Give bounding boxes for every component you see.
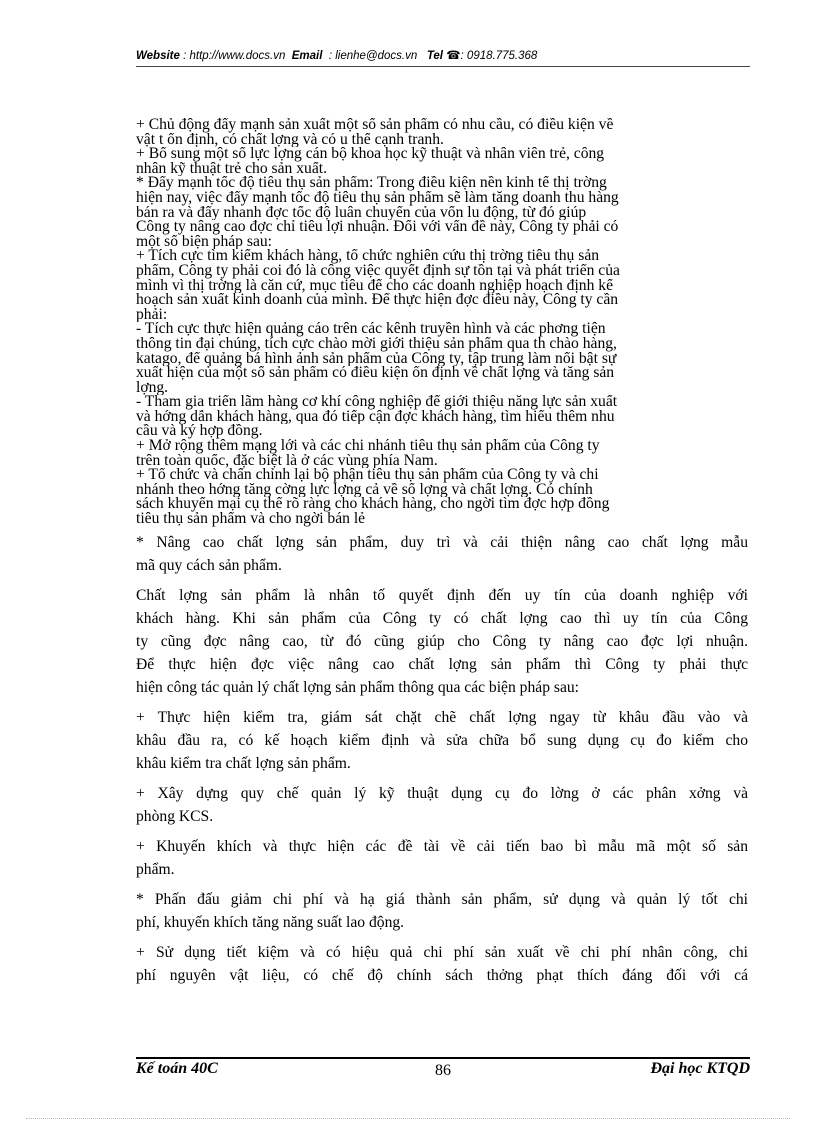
text-line: cầu và ký hợp đồng. <box>136 424 263 440</box>
text-line: phải: <box>136 307 168 323</box>
website-label: Website <box>136 50 180 62</box>
text-line: phẩm, Công ty phải coi đó là công việc quyết định sự tồn tại và phát triển của <box>136 263 620 279</box>
text-line: vật t ổn định, có chất lợng và có u thế cạnh tranh. <box>136 132 444 148</box>
text-line: - Tham gia triển lãm hàng cơ khí công nghiệp để giới thiệu năng lực sản xuất <box>136 395 618 410</box>
paragraph-line: khâu kiểm tra chất lợng sản phẩm. <box>136 754 351 772</box>
text-line: sách khuyến mại cụ thể rõ ràng cho khách hàng, cho ngời tìm đợc hợp đồng <box>136 497 610 513</box>
compact-section <box>136 118 748 527</box>
tel-label: Tel <box>426 50 444 62</box>
header-divider <box>136 66 750 67</box>
paragraph <box>136 782 748 828</box>
document-body <box>136 118 748 994</box>
text-line: + Bổ sung một số lực lợng cán bộ khoa học kỹ thuật và nhân viên trẻ, công <box>136 147 605 162</box>
page-footer <box>136 1060 750 1082</box>
text-line: + Tổ chức và chấn chỉnh lại bộ phận tiêu thụ sản phẩm của Công ty và chi <box>136 468 599 483</box>
paragraph-line: * Phấn đấu giảm chi phí và hạ giá thành sản phẩm, sử dụng và quản lý tốt chi <box>136 890 748 908</box>
text-line: + Chủ động đẩy mạnh sản xuất một số sản phẩm có nhu cầu, có điều kiện về <box>136 118 614 133</box>
email-value: : lienhe@docs.vn <box>328 50 418 62</box>
text-line: nhánh theo hớng tăng cờng lực lợng cả về số lợng và chất lợng. Có chính <box>136 482 593 498</box>
paragraph-line: khách hàng. Khi sản phẩm của Công ty có chất lợng cao thì uy tín của Công <box>136 609 748 627</box>
text-line: hoạch sản xuất kinh doanh của mình. Để thực hiện đợc điều này, Công ty cần <box>136 293 619 308</box>
paragraph-line: + Khuyến khích và thực hiện các đề tài về cải tiến bao bì mẫu mã một số sản <box>136 837 748 855</box>
paragraph <box>136 584 748 699</box>
paragraph <box>136 835 748 881</box>
paragraph-line: hiện công tác quản lý chất lợng sản phẩm thông qua các biện pháp sau: <box>136 678 580 696</box>
paragraph-line: * Nâng cao chất lợng sản phẩm, duy trì và cải thiện nâng cao chất lợng mẫu <box>136 533 748 551</box>
tel-value: : 0918.775.368 <box>460 50 538 62</box>
text-line: và hớng dẫn khách hàng, qua đó tiếp cận đợc khách hàng, tìm hiểu thêm nhu <box>136 409 615 425</box>
paragraph <box>136 941 748 987</box>
text-line: - Tích cực thực hiện quảng cáo trên các kênh truyền hình và các phơng tiện <box>136 322 606 337</box>
paragraph <box>136 531 748 577</box>
page-number: 86 <box>435 1062 451 1079</box>
text-line: * Đẩy mạnh tốc độ tiêu thụ sản phẩm: Trong điều kiện nền kinh tế thị trờng <box>136 176 607 191</box>
phone-icon: ☎ <box>446 50 461 62</box>
text-line: Công ty nâng cao đợc chỉ tiêu lợi nhuận. Đối với vấn đề này, Công ty phải có <box>136 220 619 235</box>
footer-left-text: Kế toán 40C <box>136 1060 218 1077</box>
text-line: + Mở rộng thêm mạng lới và các chi nhánh tiêu thụ sản phẩm của Công ty <box>136 439 600 454</box>
text-line: katago, để quảng bá hình ảnh sản phẩm của Công ty, tập trung làm nổi bật sự <box>136 351 617 367</box>
paragraph-line: + Thực hiện kiểm tra, giám sát chặt chẽ chất lợng ngay từ khâu đầu vào và <box>136 708 748 726</box>
website-value: : http://www.docs.vn <box>183 50 286 62</box>
text-line: thông tin đại chúng, tích cực chào mời giới thiệu sản phẩm qua th chào hàng, <box>136 336 617 352</box>
email-label: Email <box>291 50 323 62</box>
text-line: mình vì thị trờng là căn cứ, mục tiêu để cho các doanh nghiệp hoạch định kế <box>136 278 614 294</box>
footer-right-text: Đại học KTQD <box>650 1060 750 1077</box>
paragraph-line: mã quy cách sản phẩm. <box>136 556 282 574</box>
footer-divider <box>136 1057 750 1059</box>
paragraph-line: Chất lợng sản phẩm là nhân tố quyết định đến uy tín của doanh nghiệp với <box>136 586 748 604</box>
paragraph-line: + Sử dụng tiết kiệm và có hiệu quả chi phí sản xuất về chi phí nhân công, chi <box>136 943 748 961</box>
text-line: nhân kỹ thuật trẻ cho sản xuất. <box>136 161 327 177</box>
paragraph-line: + Xây dựng quy chế quản lý kỹ thuật dụng cụ đo lờng ở các phân xởng và <box>136 784 748 802</box>
text-line: trên toàn quốc, đặc biệt là ở các vùng phía Nam. <box>136 453 438 469</box>
text-line: + Tích cực tìm kiếm khách hàng, tổ chức nghiên cứu thị trờng tiêu thụ sản <box>136 249 600 264</box>
text-line: một số biện pháp sau: <box>136 234 272 250</box>
paragraph-line: ty cũng đợc nâng cao, từ đó cũng giúp cho Công ty nâng cao đợc lợi nhuận. <box>136 632 748 650</box>
text-line: hiện nay, việc đẩy mạnh tốc độ tiêu thụ sản phẩm sẽ làm tăng doanh thu hàng <box>136 190 619 206</box>
paragraph-line: phòng KCS. <box>136 807 214 825</box>
text-line: xuất hiện của một số sản phẩm có điều kiện ổn định về chất lợng và tăng sản <box>136 366 615 381</box>
paragraph-line: Để thực hiện đợc việc nâng cao chất lợng sản phẩm thì Công ty phải thực <box>136 655 748 673</box>
page-edge-divider <box>26 1118 790 1119</box>
paragraph-line: phẩm. <box>136 860 175 878</box>
paragraph <box>136 888 748 934</box>
paragraph-section <box>136 531 748 987</box>
paragraph-line: khâu đầu ra, có kế hoạch kiểm định và sửa chữa bổ sung dụng cụ đo kiểm cho <box>136 731 748 749</box>
text-line: bán ra và đẩy nhanh đợc tốc độ luân chuyển của vốn lu động, từ đó giúp <box>136 205 587 221</box>
paragraph-line: phí nguyên vật liệu, có chế độ chính sách thởng phạt thích đáng đối với cá <box>136 966 748 984</box>
paragraph-line: phí, khuyến khích tăng năng suất lao động. <box>136 913 405 931</box>
paragraph <box>136 706 748 775</box>
text-line: tiêu thụ sản phẩm và cho ngời bán lẻ <box>136 512 366 527</box>
text-line: lợng. <box>136 380 169 396</box>
page-header <box>136 48 750 62</box>
